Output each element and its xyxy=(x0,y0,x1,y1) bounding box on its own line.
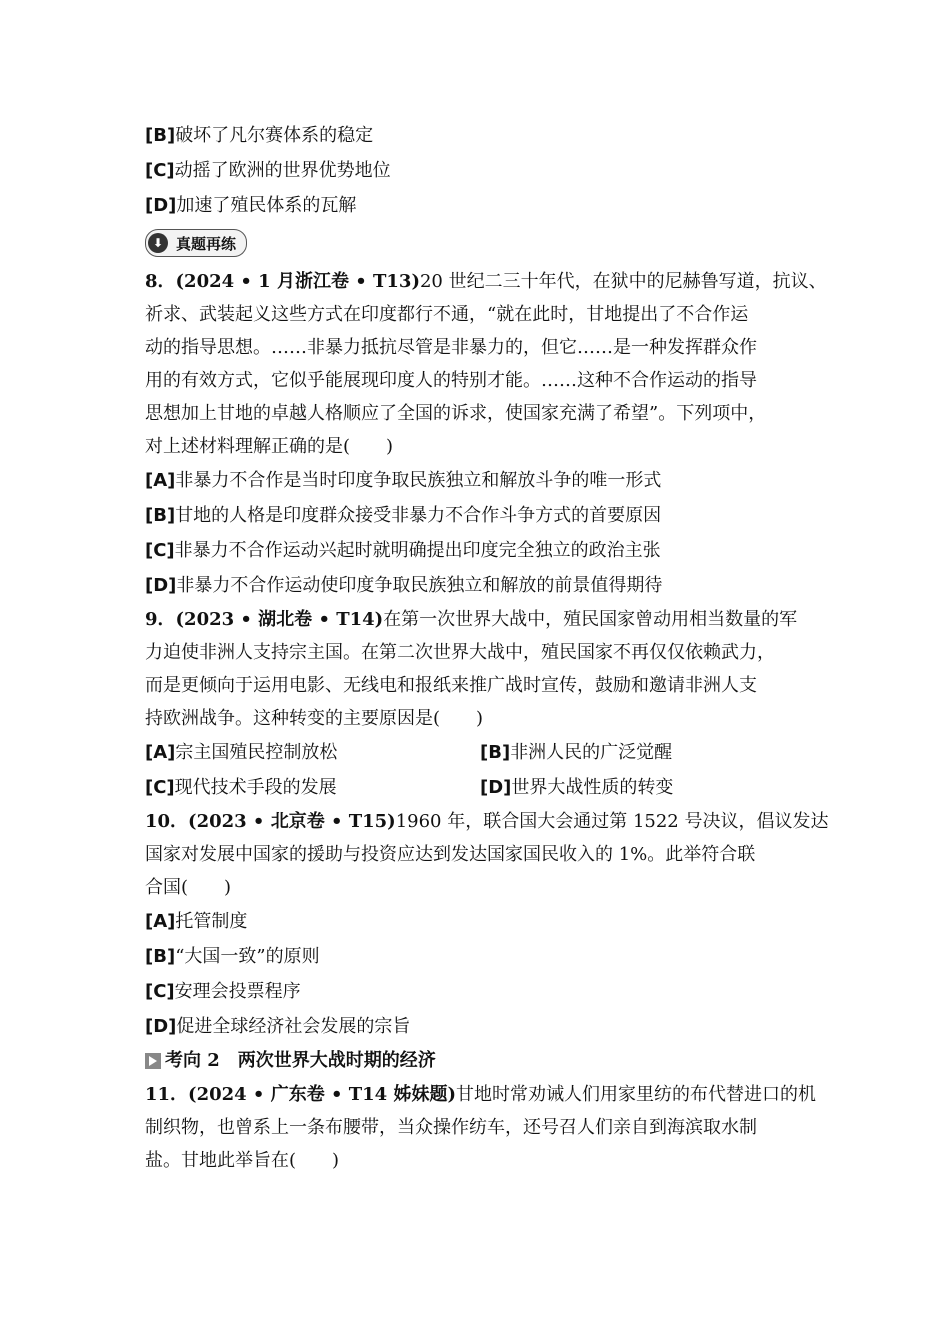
option-b: [B]“大国一致”的原则 xyxy=(145,946,320,967)
option-c: [C]安理会投票程序 xyxy=(145,981,301,1002)
option-c: [C]非暴力不合作运动兴起时就明确提出印度完全独立的政治主张 xyxy=(145,540,661,561)
option-a: [A]宗主国殖民控制放松 xyxy=(145,742,338,763)
option-d: [D]世界大战性质的转变 xyxy=(480,777,674,798)
option-d: [D]非暴力不合作运动使印度争取民族独立和解放的前景值得期待 xyxy=(145,575,663,596)
question-head: 10．(2023 • 北京卷 • T15) xyxy=(145,811,396,832)
section-badge: ⬇ 真题再练 xyxy=(145,229,247,257)
option-a: [A]非暴力不合作是当时印度争取民族独立和解放斗争的唯一形式 xyxy=(145,470,662,491)
download-arrow-icon: ⬇ xyxy=(148,233,168,253)
play-triangle-icon xyxy=(145,1053,161,1069)
option-b: [B]破坏了凡尔赛体系的稳定 xyxy=(145,125,374,146)
document-page xyxy=(145,118,829,1177)
question-10: 10．(2023 • 北京卷 • T15)1960 年，联合国大会通过第 1522 号决议，倡议发达 国家对发展中国家的援助与投资应达到发达国家国民收入的 1%。此举符合联 合国( ) [A]托管制度 [B]“大国一致”的原则 [C]安理会投票程序 [D]促进全球经济社会发展的宗旨 xyxy=(145,805,825,1044)
option-c: [C]动摇了欧洲的世界优势地位 xyxy=(145,160,391,181)
option-d: [D]加速了殖民体系的瓦解 xyxy=(145,195,357,216)
question-9: 9．(2023 • 湖北卷 • T14)在第一次世界大战中，殖民国家曾动用相当数量的军 力迫使非洲人支持宗主国。在第二次世界大战中，殖民国家不再仅仅依赖武力， 而是更倾向于运用电影、无线电和报纸来推广战时宣传，鼓励和邀请非洲人支 持欧洲战争。这种转变的主要原因是( ) [A]宗主国殖民控制放松 [B]非洲人民的广泛觉醒 [C]现代技术手段的发展 [D]世界大战性质的转变 xyxy=(145,603,825,805)
option-b: [B]非洲人民的广泛觉醒 xyxy=(480,742,673,763)
option-c: [C]现代技术手段的发展 xyxy=(145,777,337,798)
question-head: 8．(2024 • 1 月浙江卷 • T13) xyxy=(145,271,420,292)
question-8: 8．(2024 • 1 月浙江卷 • T13)20 世纪二三十年代，在狱中的尼赫鲁写道，抗议、 祈求、武装起义这些方式在印度都行不通，“就在此时，甘地提出了不合作运 动的指导思想。……非暴力抵抗尽管是非暴力的，但它……是一种发挥群众作 用的有效方式，它似乎能展现印度人的特别才能。……这种不合作运动的指导 思想加上甘地的卓越人格顺应了全国的诉求，使国家充满了希望”。下列项中， 对上述材料理解正确的是( ) [A]非暴力不合作是当时印度争取民族独立和解放斗争的唯一形式 [B]甘地的人格是印度群众接受非暴力不合作斗争方式的首要原因 [C]非暴力不合作运动兴起时就明确提出印度完全独立的政治主张 [D]非暴力不合作运动使印度争取民族独立和解放的前景值得期待 xyxy=(145,265,825,603)
option-d: [D]促进全球经济社会发展的宗旨 xyxy=(145,1016,411,1037)
option-a: [A]托管制度 xyxy=(145,911,248,932)
question-11: 11．(2024 • 广东卷 • T14 姊妹题)甘地时常劝诫人们用家里纺的布代替进口的机 制织物，也曾系上一条布腰带，当众操作纺车，还号召人们亲自到海滨取水制 盐。甘地此举旨在( ) xyxy=(145,1084,816,1171)
section-heading: 考向 2 两次世界大战时期的经济 xyxy=(145,1044,825,1078)
option-b: [B]甘地的人格是印度群众接受非暴力不合作斗争方式的首要原因 xyxy=(145,505,662,526)
question-head: 9．(2023 • 湖北卷 • T14) xyxy=(145,609,384,630)
question-head: 11．(2024 • 广东卷 • T14 姊妹题) xyxy=(145,1084,456,1105)
